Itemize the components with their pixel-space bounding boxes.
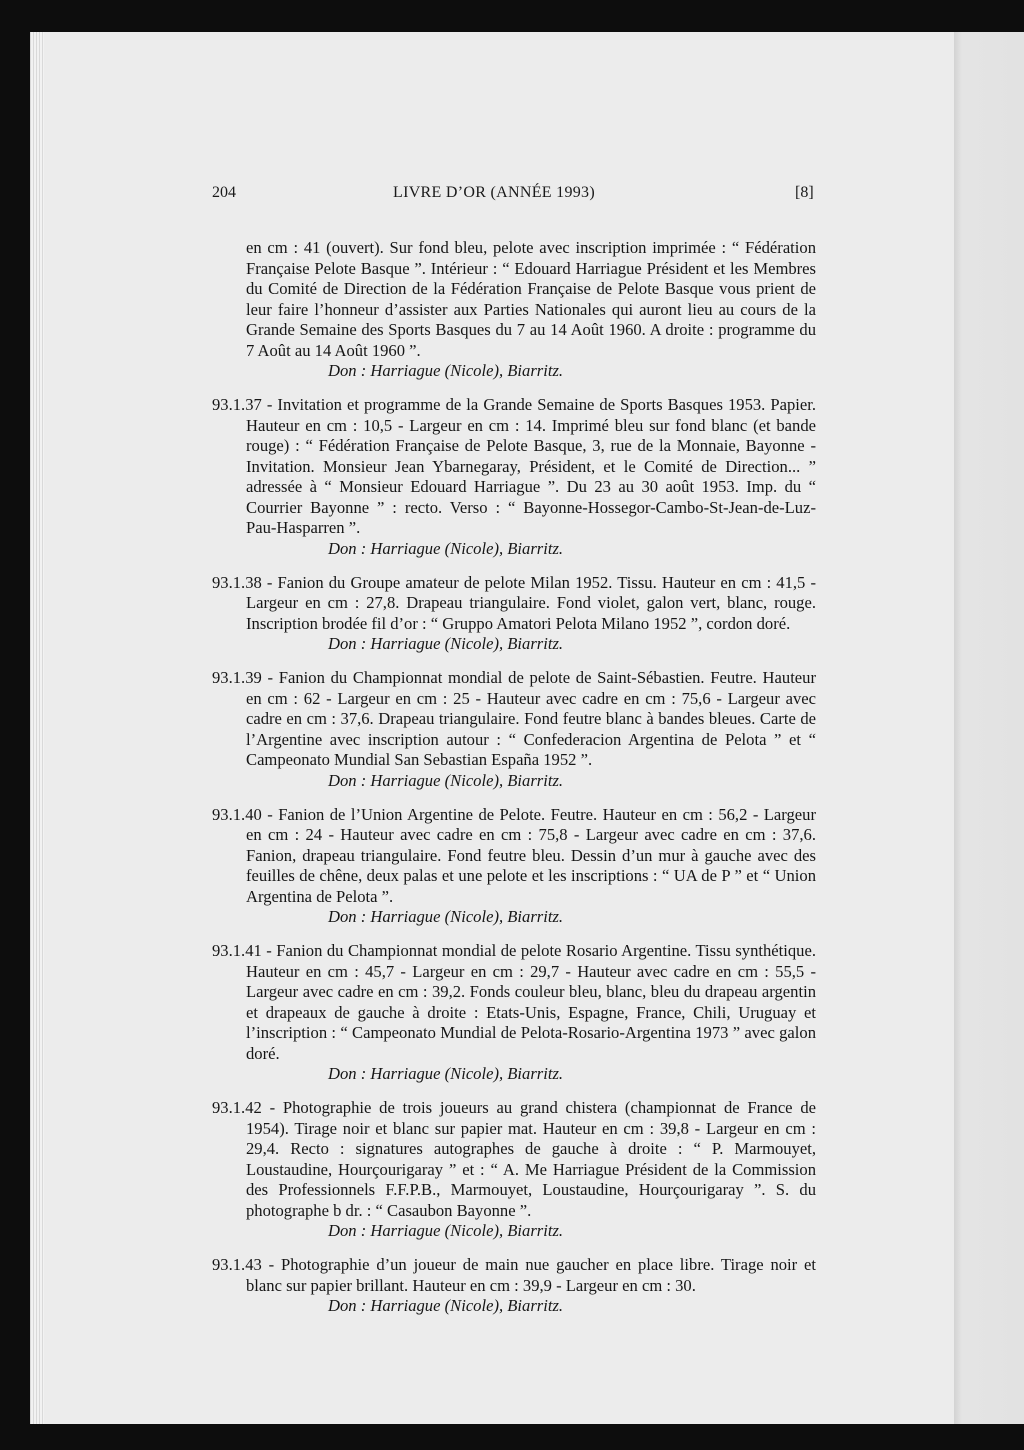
entry-donor: Don : Harriague (Nicole), Biarritz.	[328, 634, 564, 653]
catalogue-entry	[212, 573, 816, 655]
running-title: LIVRE D’OR (ANNÉE 1993)	[393, 184, 595, 201]
entry-number: 93.1.37	[212, 395, 262, 414]
entry-description	[212, 1098, 816, 1221]
entry-number: 93.1.38	[212, 572, 262, 592]
page-header	[0, 184, 1024, 208]
section-number: [8]	[795, 184, 814, 201]
entry-text: - Fanion du Championnat mondial de pelote de Saint-Sébastien. Feutre. Hauteur en cm : 62 - Largeur en cm : 25 - Hauteur avec cadre en cm : 75,6 - Largeur avec cadre en cm : 37,6. Drapeau triangulaire. Fond feutre blanc à bandes bleues. Carte de l’Argentine avec inscription autour : “ Confederacion Argentina de Pelota ” et “ Campeonato Mundial San Sebastian España 1952 ”.	[246, 668, 816, 769]
catalogue-entry	[212, 668, 816, 791]
entry-donor: Don : Harriague (Nicole), Biarritz.	[328, 1064, 564, 1083]
entry-text: - Invitation et programme de la Grande Semaine de Sports Basques 1953. Papier. Hauteur en cm : 10,5 - Largeur en cm : 14. Imprimé bleu sur fond blanc (et bande rouge) : “ Fédération Française de Pelote Basque, 3, rue de la Monnaie, Bayonne - Invitation. Monsieur Jean Ybarnegaray, Président, et le Comité de Direction... ” adressée à “ Monsieur Edouard Harriague ”. Du 23 au 30 août 1953. Imp. du “ Courrier Bayonne ” : recto. Verso : “ Bayonne-Hossegor-Cambo-St-Jean-de-Luz-Pau-Hasparren ”.	[246, 395, 816, 537]
entry-description	[212, 805, 816, 908]
entry-description	[212, 395, 816, 539]
entry-description	[212, 573, 816, 635]
entry-donor: Don : Harriague (Nicole), Biarritz.	[328, 1221, 564, 1240]
catalogue-entry	[212, 941, 816, 1084]
entry-description	[212, 668, 816, 771]
catalogue-entry	[212, 805, 816, 928]
entry-text: - Fanion du Championnat mondial de pelote Rosario Argentine. Tissu synthétique. Hauteur en cm : 45,7 - Largeur en cm : 29,7 - Hauteur avec cadre en cm : 55,5 - Largeur avec cadre en cm : 39,2. Fonds couleur bleu, blanc, bleu du drapeau argentin et drapeaux de gauche à droite : Etats-Unis, Espagne, France, Chili, Uruguay et l’inscription : “ Campeonato Mundial de Pelota-Rosario-Argentina 1973 ” avec galon doré.	[246, 941, 816, 1063]
catalogue-entry	[212, 238, 816, 381]
page-number: 204	[212, 184, 236, 201]
entry-text: - Fanion du Groupe amateur de pelote Milan 1952. Tissu. Hauteur en cm : 41,5 - Largeur en cm : 27,8. Drapeau triangulaire. Fond violet, galon vert, blanc, rouge. Inscription brodée fil d’or : “ Gruppo Amatori Pelota Milano 1952 ”, cordon doré.	[246, 572, 816, 633]
entry-number: 93.1.42	[212, 1098, 262, 1117]
catalogue-entry	[212, 1255, 816, 1316]
entry-donor: Don : Harriague (Nicole), Biarritz.	[328, 770, 564, 790]
entry-number: 93.1.41	[212, 941, 262, 960]
entry-donor: Don : Harriague (Nicole), Biarritz.	[328, 361, 564, 380]
entry-text: - Fanion de l’Union Argentine de Pelote. Feutre. Hauteur en cm : 56,2 - Largeur en cm : 24 - Hauteur avec cadre en cm : 75,8 - Largeur avec cadre en cm : 37,6. Fanion, drapeau triangulaire. Fond feutre bleu. Dessin d’un mur à gauche avec des feuilles de chêne, deux palas et une pelote et les inscriptions : “ UA de P ” et “ Union Argentina de Pelota ”.	[246, 804, 816, 906]
entry-number: 93.1.40	[212, 804, 262, 824]
entry-donor: Don : Harriague (Nicole), Biarritz.	[328, 538, 564, 558]
entry-description	[212, 941, 816, 1064]
entry-description	[212, 1255, 816, 1296]
entry-donor: Don : Harriague (Nicole), Biarritz.	[328, 1296, 564, 1315]
entry-description	[212, 238, 816, 361]
entry-text: en cm : 41 (ouvert). Sur fond bleu, pelote avec inscription imprimée : “ Fédération Française Pelote Basque ”. Intérieur : “ Edouard Harriague Président et les Membres du Comité de Direction de la Fédération Française de Pelote Basque vous prient de leur faire l’honneur d’assister aux Parties Nationales qui auront lieu au cours de la Grande Semaine des Sports Basques du 7 au 14 Août 1960. A droite : programme du 7 Août au 14 Août 1960 ”.	[246, 238, 816, 360]
entry-number: 93.1.43	[212, 1255, 262, 1274]
entry-text: - Photographie de trois joueurs au grand chistera (championnat de France de 1954). Tirage noir et blanc sur papier mat. Hauteur en cm : 39,8 - Largeur en cm : 29,4. Recto : signatures autographes de gauche à droite : “ P. Marmouyet, Loustaudine, Hourçourigaray ” et : “ A. Me Harriague Président de la Commission des Professionnels F.F.P.B., Marmouyet, Loustaudine, Hourçourigaray ”. S. du photographe b dr. : “ Casaubon Bayonne ”.	[246, 1098, 816, 1220]
entry-number: 93.1.39	[212, 668, 262, 687]
catalogue-body	[212, 238, 816, 1330]
entry-donor: Don : Harriague (Nicole), Biarritz.	[328, 907, 564, 926]
facing-page-edge	[954, 32, 1024, 1424]
catalogue-entry	[212, 395, 816, 559]
catalogue-entry	[212, 1098, 816, 1241]
entry-text: - Photographie d’un joueur de main nue gaucher en place libre. Tirage noir et blanc sur papier brillant. Hauteur en cm : 39,9 - Largeur en cm : 30.	[246, 1255, 816, 1295]
